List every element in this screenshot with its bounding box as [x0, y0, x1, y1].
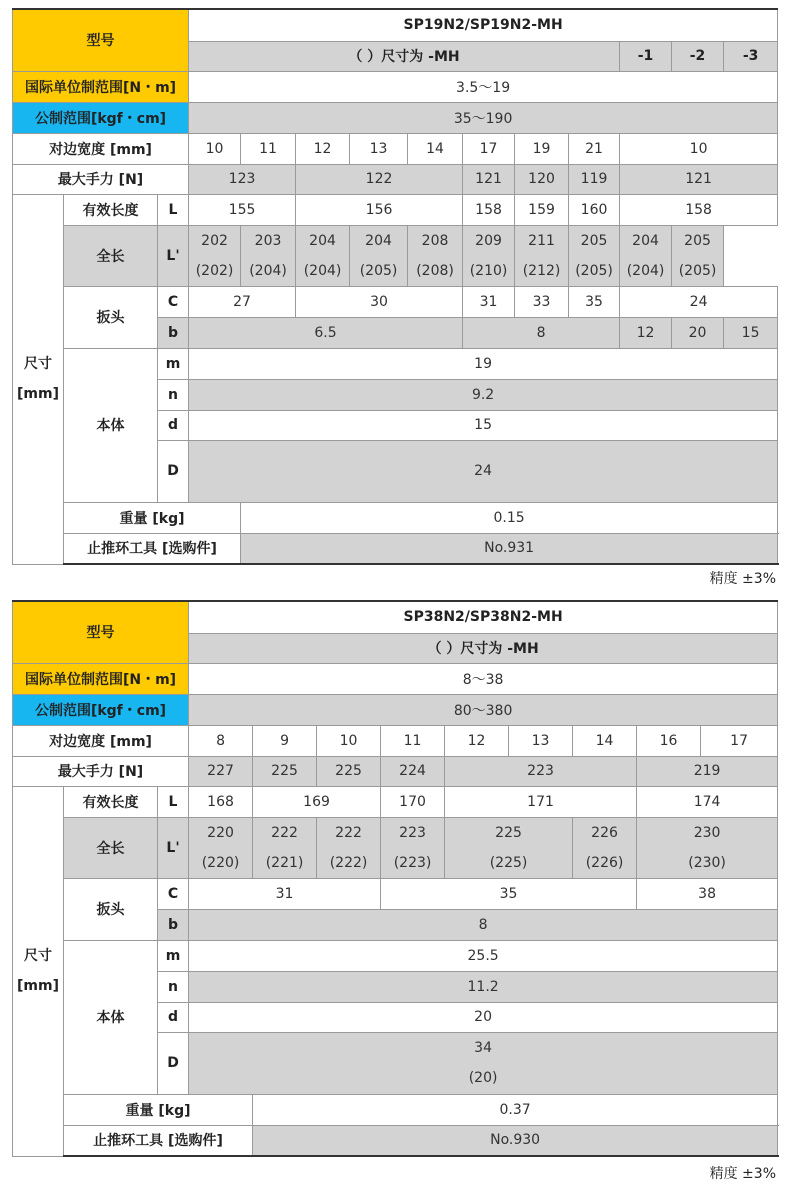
total-length-label: 全长	[64, 817, 158, 878]
n-value: 11.2	[189, 971, 778, 1002]
tool-label: 止推环工具 [选购件]	[64, 533, 241, 564]
c-cell: 35	[569, 286, 620, 317]
model-title: SP38N2/SP38N2-MH	[189, 601, 778, 633]
total-length-cell	[569, 225, 620, 286]
symbol-C: C	[158, 878, 189, 909]
si-range-value: 8～38	[189, 663, 778, 694]
body-label: 本体	[64, 348, 158, 502]
wrench-head-label: 扳头	[64, 878, 158, 940]
total-value: 205	[580, 232, 608, 249]
eff-length-cell: 168	[189, 786, 253, 817]
mh-note: （ ）尺寸为 -MH	[189, 41, 620, 71]
symbol-L-prime: L'	[158, 225, 189, 286]
total-length-cell	[573, 817, 637, 878]
mh-note: （ ）尺寸为 -MH	[189, 633, 778, 663]
total-mh-value: (208)	[416, 262, 454, 279]
total-length-cell	[445, 817, 573, 878]
total-length-cell	[408, 225, 463, 286]
si-range-value: 3.5～19	[189, 71, 778, 102]
total-length-cell	[515, 225, 569, 286]
width-label: 对边宽度 [mm]	[13, 725, 189, 756]
c-cell: 35	[381, 878, 637, 909]
variant-1: -1	[620, 41, 672, 71]
spec-table-sp19n2	[12, 8, 777, 565]
total-mh-value: (225)	[489, 854, 528, 871]
d-value: 15	[189, 410, 778, 440]
tool-value: No.931	[241, 533, 778, 564]
b-cell: 20	[672, 317, 724, 348]
width-cell: 17	[701, 725, 778, 756]
total-value: 204	[632, 232, 659, 249]
force-cell: 224	[381, 756, 445, 786]
m-value: 19	[189, 348, 778, 379]
total-length-cell	[189, 817, 253, 878]
total-value: 222	[271, 824, 298, 841]
total-mh-value: (223)	[393, 854, 432, 871]
total-length-cell	[463, 225, 515, 286]
symbol-L: L	[158, 786, 189, 817]
total-mh-value: (205)	[575, 262, 613, 279]
total-mh-value: (212)	[522, 262, 561, 279]
tool-value: No.930	[253, 1125, 778, 1156]
dimensions-label	[13, 194, 64, 564]
total-mh-value: (230)	[688, 854, 726, 871]
total-value: 209	[475, 232, 502, 249]
effective-length-label: 有效长度	[64, 786, 158, 817]
total-mh-value: (222)	[329, 854, 368, 871]
total-value: 222	[335, 824, 362, 841]
width-label: 对边宽度 [mm]	[13, 133, 189, 164]
force-cell: 121	[620, 164, 778, 194]
total-length-cell	[672, 225, 724, 286]
symbol-b: b	[158, 909, 189, 940]
force-cell: 120	[515, 164, 569, 194]
force-cell: 227	[189, 756, 253, 786]
eff-length-cell: 158	[463, 194, 515, 225]
total-mh-value: (202)	[195, 262, 234, 279]
width-cell: 13	[509, 725, 573, 756]
total-length-label: 全长	[64, 225, 158, 286]
symbol-C: C	[158, 286, 189, 317]
total-value: 220	[207, 824, 234, 841]
eff-length-cell: 155	[189, 194, 296, 225]
weight-value: 0.15	[241, 502, 778, 533]
D-cell	[189, 1032, 778, 1094]
total-mh-value: (205)	[678, 262, 717, 279]
D-mh-value: (20)	[468, 1070, 498, 1086]
symbol-L-prime: L'	[158, 817, 189, 878]
accuracy-note-2: 精度 ±3%	[709, 1166, 776, 1182]
tool-label: 止推环工具 [选购件]	[64, 1125, 253, 1156]
c-cell: 33	[515, 286, 569, 317]
b-cell: 6.5	[189, 317, 463, 348]
D-value: 34	[474, 1040, 492, 1056]
model-label: 型号	[13, 601, 189, 663]
variant-2: -2	[672, 41, 724, 71]
total-value: 225	[495, 824, 522, 841]
width-cell: 12	[445, 725, 509, 756]
spec-table-sp38n2	[12, 600, 777, 1157]
total-mh-value: (204)	[249, 262, 287, 279]
symbol-b: b	[158, 317, 189, 348]
width-cell: 19	[515, 133, 569, 164]
total-mh-value: (204)	[626, 262, 665, 279]
width-cell: 21	[569, 133, 620, 164]
variant-3: -3	[724, 41, 778, 71]
wrench-head-label: 扳头	[64, 286, 158, 348]
width-cell: 8	[189, 725, 253, 756]
total-mh-value: (204)	[303, 262, 342, 279]
metric-range-value: 35～190	[189, 102, 778, 133]
force-cell: 223	[445, 756, 637, 786]
total-length-cell	[189, 225, 241, 286]
c-cell: 31	[189, 878, 381, 909]
total-length-cell	[637, 817, 778, 878]
eff-length-cell: 160	[569, 194, 620, 225]
width-cell: 14	[573, 725, 637, 756]
width-cell: 12	[296, 133, 350, 164]
total-length-cell	[620, 225, 672, 286]
symbol-n: n	[158, 379, 189, 410]
force-cell: 121	[463, 164, 515, 194]
total-length-cell	[350, 225, 408, 286]
weight-label: 重量 [kg]	[64, 502, 241, 533]
dimensions-label-text: 尺寸	[24, 356, 52, 372]
body-label: 本体	[64, 940, 158, 1094]
eff-length-cell: 171	[445, 786, 637, 817]
force-cell: 119	[569, 164, 620, 194]
force-cell: 225	[317, 756, 381, 786]
n-value: 9.2	[189, 379, 778, 410]
eff-length-cell: 156	[296, 194, 463, 225]
total-value: 211	[528, 232, 555, 249]
symbol-d: d	[158, 410, 189, 440]
dimensions-unit: [mm]	[17, 978, 59, 994]
symbol-D: D	[158, 1032, 189, 1094]
symbol-L: L	[158, 194, 189, 225]
dimensions-label-text: 尺寸	[24, 948, 52, 964]
d-value: 20	[189, 1002, 778, 1032]
b-cell: 15	[724, 317, 778, 348]
total-length-cell	[253, 817, 317, 878]
eff-length-cell: 158	[620, 194, 778, 225]
width-cell: 11	[381, 725, 445, 756]
total-value: 230	[693, 824, 721, 841]
eff-length-cell: 159	[515, 194, 569, 225]
c-cell: 24	[620, 286, 778, 317]
dimensions-label	[13, 786, 64, 1156]
symbol-d: d	[158, 1002, 189, 1032]
total-value: 202	[201, 232, 228, 249]
force-cell: 123	[189, 164, 296, 194]
accuracy-note-1: 精度 ±3%	[709, 571, 776, 587]
weight-value: 0.37	[253, 1094, 778, 1125]
metric-range-label: 公制范围[kgf・cm]	[13, 694, 189, 725]
D-value: 24	[189, 440, 778, 502]
symbol-m: m	[158, 940, 189, 971]
total-mh-value: (221)	[265, 854, 304, 871]
width-cell: 11	[241, 133, 296, 164]
b-cell: 12	[620, 317, 672, 348]
force-cell: 219	[637, 756, 778, 786]
spec-table-1	[12, 8, 778, 565]
force-cell: 122	[296, 164, 463, 194]
si-range-label: 国际单位制范围[N・m]	[13, 663, 189, 694]
width-cell: 9	[253, 725, 317, 756]
total-value: 204	[365, 232, 392, 249]
metric-range-label: 公制范围[kgf・cm]	[13, 102, 189, 133]
eff-length-cell: 174	[637, 786, 778, 817]
total-value: 205	[684, 232, 711, 249]
width-cell: 14	[408, 133, 463, 164]
width-cell: 10	[317, 725, 381, 756]
total-value: 226	[591, 824, 618, 841]
total-value: 223	[399, 824, 426, 841]
eff-length-cell: 170	[381, 786, 445, 817]
total-mh-value: (205)	[359, 262, 398, 279]
width-cell: 10	[189, 133, 241, 164]
total-value: 204	[309, 232, 336, 249]
width-cell: 13	[350, 133, 408, 164]
effective-length-label: 有效长度	[64, 194, 158, 225]
total-value: 208	[421, 232, 449, 249]
spec-table-2	[12, 600, 778, 1157]
metric-range-value: 80～380	[189, 694, 778, 725]
c-cell: 27	[189, 286, 296, 317]
total-value: 203	[254, 232, 282, 249]
total-length-cell	[296, 225, 350, 286]
force-cell: 225	[253, 756, 317, 786]
total-length-cell	[317, 817, 381, 878]
total-length-cell	[241, 225, 296, 286]
width-cell: 16	[637, 725, 701, 756]
total-mh-value: (210)	[469, 262, 508, 279]
symbol-n: n	[158, 971, 189, 1002]
c-cell: 31	[463, 286, 515, 317]
model-title: SP19N2/SP19N2-MH	[189, 9, 778, 41]
width-cell: 10	[620, 133, 778, 164]
width-cell: 17	[463, 133, 515, 164]
b-value: 8	[189, 909, 778, 940]
symbol-D: D	[158, 440, 189, 502]
weight-label: 重量 [kg]	[64, 1094, 253, 1125]
b-cell: 8	[463, 317, 620, 348]
total-mh-value: (220)	[201, 854, 240, 871]
eff-length-cell: 169	[253, 786, 381, 817]
max-force-label: 最大手力 [N]	[13, 164, 189, 194]
symbol-m: m	[158, 348, 189, 379]
total-length-cell	[381, 817, 445, 878]
dimensions-unit: [mm]	[17, 386, 59, 402]
max-force-label: 最大手力 [N]	[13, 756, 189, 786]
model-label: 型号	[13, 9, 189, 71]
c-cell: 30	[296, 286, 463, 317]
m-value: 25.5	[189, 940, 778, 971]
total-mh-value: (226)	[585, 854, 624, 871]
si-range-label: 国际单位制范围[N・m]	[13, 71, 189, 102]
c-cell: 38	[637, 878, 778, 909]
